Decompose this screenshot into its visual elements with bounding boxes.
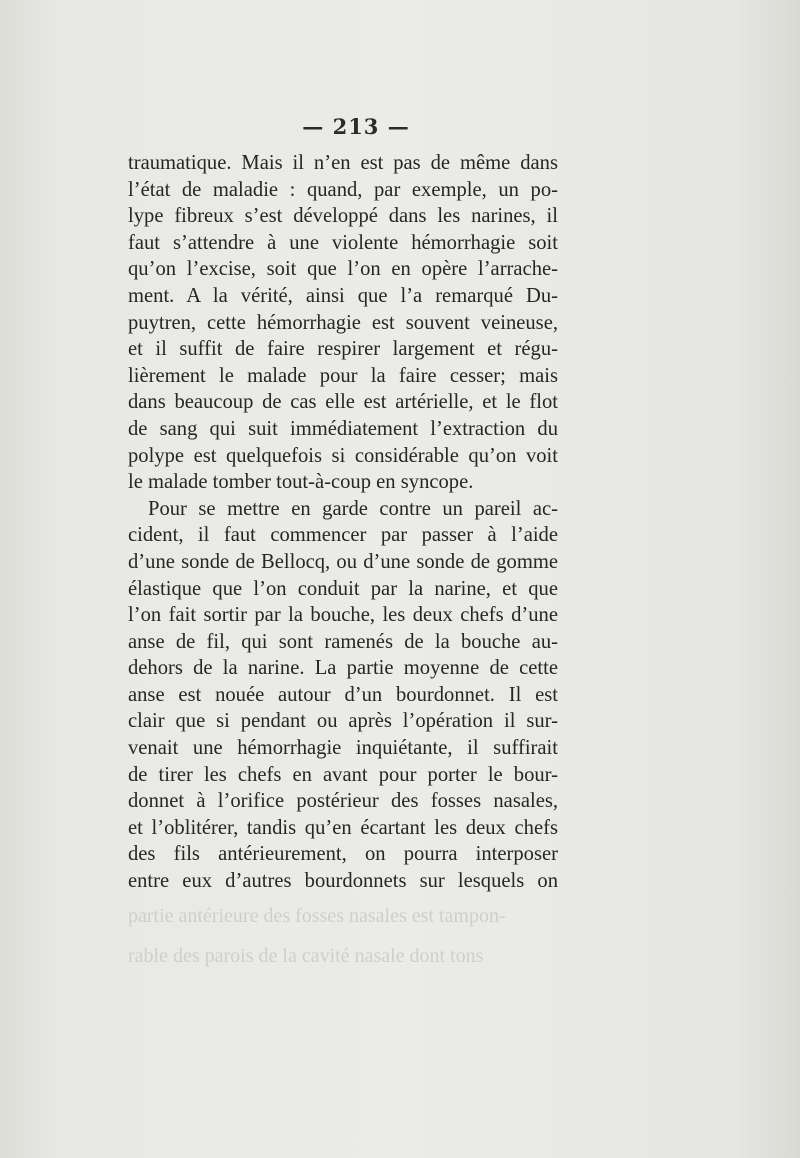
text-line: l’on fait sortir par la bouche, les deux chefs d’une	[128, 604, 558, 627]
paragraph-1	[128, 150, 558, 496]
text-line: et il suffit de faire respirer largement et régu-	[128, 338, 558, 361]
text-line: lype fibreux s’est développé dans les narines, il	[128, 205, 558, 228]
text-line: qu’on l’excise, soit que l’on en opère l’arrache-	[128, 258, 558, 281]
bleed-through-text: partie antérieure des fosses nasales est tampon-	[128, 905, 506, 927]
text-line: faut s’attendre à une violente hémorrhagie soit	[128, 231, 558, 254]
text-line: élastique que l’on conduit par la narine, et que	[128, 577, 558, 600]
bleed-through-text: rable des parois de la cavité nasale dont tons	[128, 945, 484, 967]
text-line: clair que si pendant ou après l’opération il sur-	[128, 710, 558, 733]
text-line: dans beaucoup de cas elle est artérielle, et le flot	[128, 391, 558, 414]
text-line: Pour se mettre en garde contre un pareil ac-	[148, 497, 558, 520]
text-line: l’état de maladie : quand, par exemple, un po-	[128, 178, 558, 201]
text-line: puytren, cette hémorrhagie est souvent veineuse,	[128, 311, 558, 334]
text-line: et l’oblitérer, tandis qu’en écartant les deux chefs	[128, 816, 558, 839]
text-line: anse de fil, qui sont ramenés de la bouche au-	[128, 630, 558, 653]
text-line: lièrement le malade pour la faire cesser; mais	[128, 364, 558, 387]
text-line: donnet à l’orifice postérieur des fosses nasales,	[128, 790, 558, 813]
text-line: le malade tomber tout-à-coup en syncope.	[128, 471, 474, 494]
page-number: — 213 —	[302, 114, 410, 139]
text-line: d’une sonde de Bellocq, ou d’une sonde de gomme	[128, 550, 558, 573]
text-line: anse est nouée autour d’un bourdonnet. Il est	[128, 683, 558, 706]
text-line: polype est quelquefois si considérable qu’on voit	[128, 444, 558, 467]
text-line: de tirer les chefs en avant pour porter le bour-	[128, 763, 558, 786]
text-line: cident, il faut commencer par passer à l’aide	[128, 524, 558, 547]
text-line: des fils antérieurement, on pourra interposer	[128, 843, 558, 866]
text-line: entre eux d’autres bourdonnets sur lesquels on	[128, 870, 558, 893]
text-line: de sang qui suit immédiatement l’extraction du	[128, 417, 558, 440]
text-line: dehors de la narine. La partie moyenne de cette	[128, 657, 558, 680]
body-text	[128, 150, 558, 895]
text-line: ment. A la vérité, ainsi que l’a remarqué Du-	[128, 284, 558, 307]
text-line: traumatique. Mais il n’en est pas de même dans	[128, 152, 558, 174]
text-line: venait une hémorrhagie inquiétante, il suffirait	[128, 737, 558, 760]
paragraph-2	[128, 496, 558, 895]
